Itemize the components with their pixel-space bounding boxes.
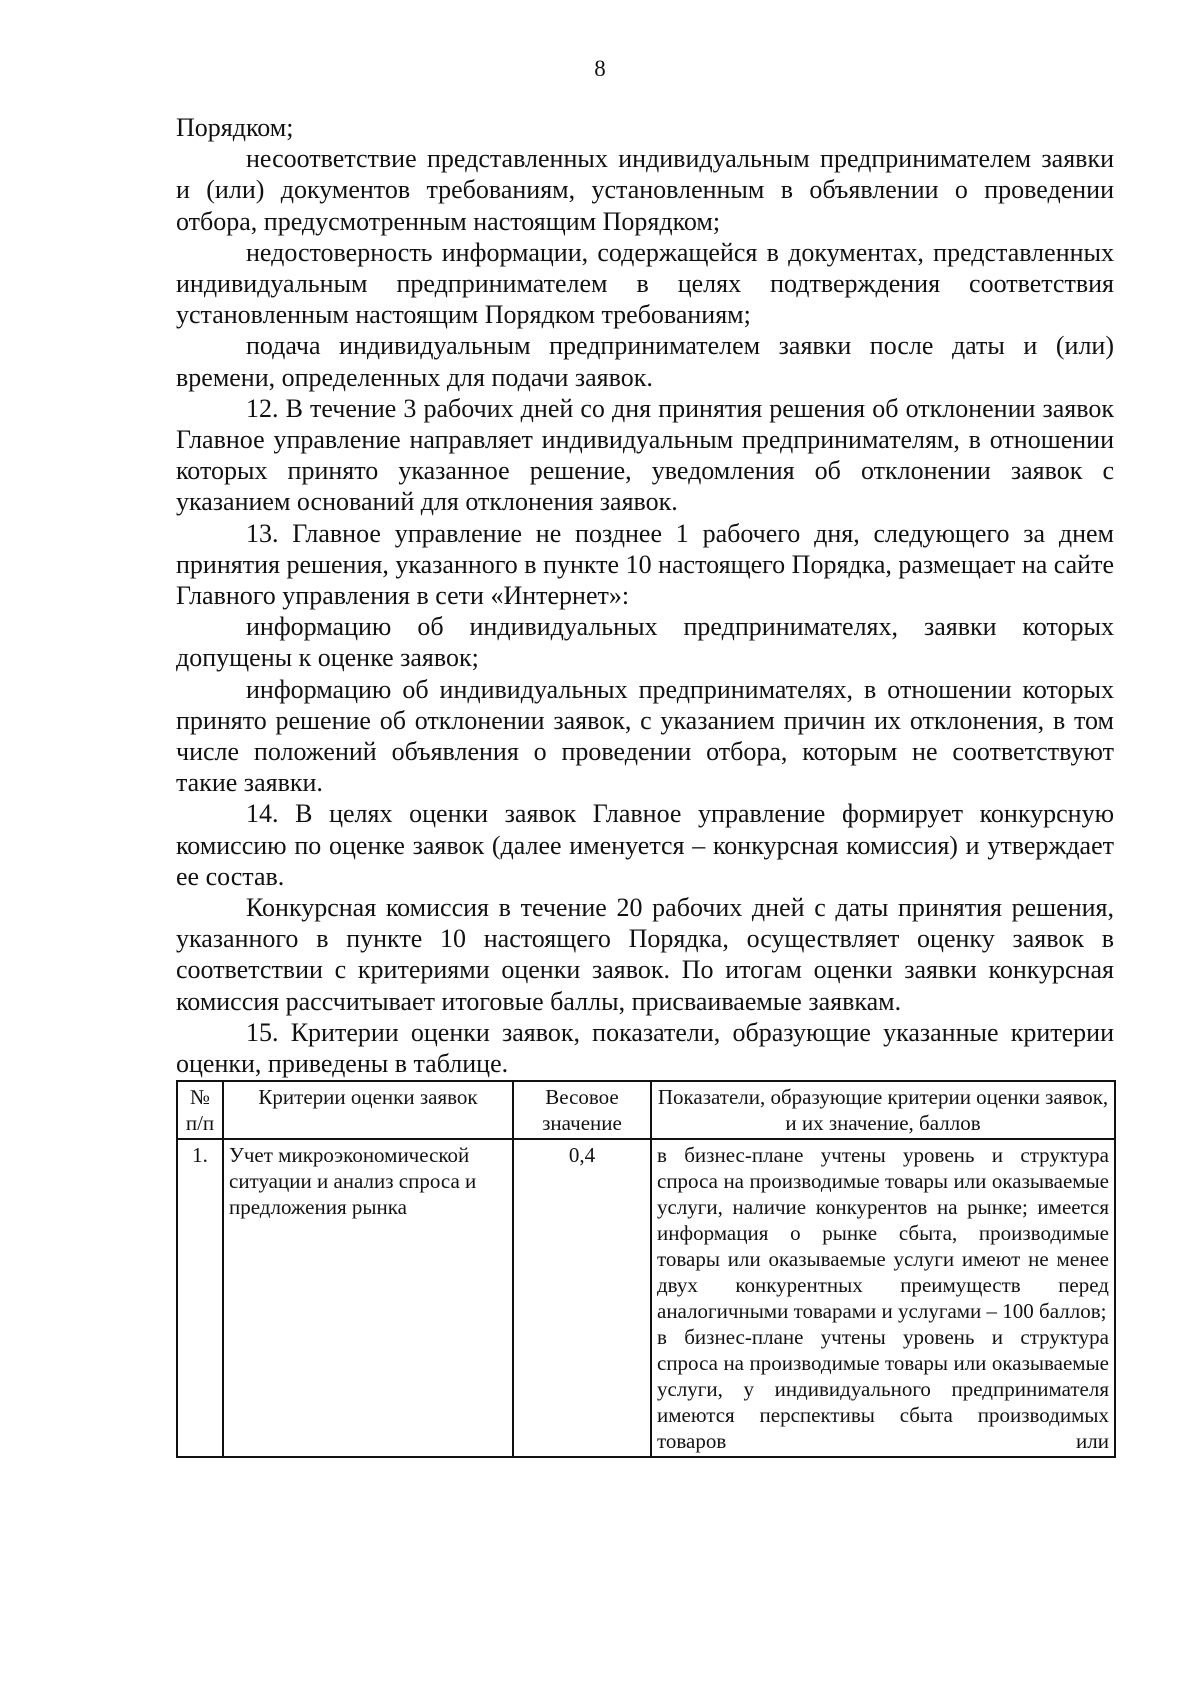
paragraph-item-12: 12. В течение 3 рабочих дней со дня принятия решения об отклонении заявок Главное управление направляет индивидуальным предпринимателям, в отношении которых принято указанное решение, уведомления об отклонении заявок с указанием оснований для отклонения заявок. [176, 393, 1114, 517]
paragraph: информацию об индивидуальных предпринимателях, заявки которых допущены к оценке заявок; [176, 612, 1114, 673]
cell-num: 1. [177, 1139, 223, 1457]
header-num: № п/п [177, 1081, 223, 1139]
page-number: 8 [594, 56, 606, 81]
cell-criterion: Учет микроэкономической ситуации и анализ спроса и предложения рынка [223, 1139, 513, 1457]
paragraph-item-14: 14. В целях оценки заявок Главное управление формирует конкурсную комиссию по оценке заявок (далее именуется – конкурсная комиссия) и утверждает ее состав. [176, 799, 1114, 891]
header-criterion: Критерии оценки заявок [223, 1081, 513, 1139]
indicator-text: в бизнес-плане учтены уровень и структура спроса на производимые товары или оказываемые услуги, наличие конкурентов на рынке; имеется информация о рынке сбыта, производимые товары или оказываемые услуги имеют не менее двух конкурентных преимуществ перед аналогичными товарами и услугами – 100 баллов; [657, 1143, 1109, 1324]
paragraph: недостоверность информации, содержащейся в документах, представленных индивидуальным предпринимателем в целях подтверждения соответствия установленным настоящим Порядком требованиям; [176, 237, 1114, 330]
paragraph: подача индивидуальным предпринимателем заявки после даты и (или) времени, определенных для подачи заявок. [176, 331, 1114, 392]
document-body [176, 112, 1114, 1458]
header-weight: Весовое значение [513, 1081, 651, 1139]
paragraph: информацию об индивидуальных предпринимателях, в отношении которых принято решение об отклонении заявок, с указанием причин их отклонения, в том числе положений объявления о проведении отбора, которым не соответствуют такие заявки. [176, 674, 1114, 798]
indicator-text: в бизнес-плане учтены уровень и структура спроса на производимые товары или оказываемые услуги, у индивидуального предпринимателя имеются перспективы сбыта производимых товаров или [657, 1325, 1109, 1454]
cell-indicators [651, 1139, 1115, 1457]
criteria-table [176, 1080, 1116, 1458]
paragraph-item-13: 13. Главное управление не позднее 1 рабочего дня, следующего за днем принятия решения, указанного в пункте 10 настоящего Порядка, размещает на сайте Главного управления в сети «Интернет»: [176, 518, 1114, 611]
table-header-row [177, 1081, 1115, 1139]
table-caption: 15. Критерии оценки заявок, показатели, образующие указанные критерии оценки, приведены в таблице. [176, 1017, 1114, 1079]
paragraph: Порядком; [176, 113, 294, 142]
cell-weight: 0,4 [513, 1139, 651, 1457]
paragraph: несоответствие представленных индивидуальным предпринимателем заявки и (или) документов требованиям, установленным в объявлении о проведении отбора, предусмотренным настоящим Порядком; [176, 144, 1114, 236]
header-indicators: Показатели, образующие критерии оценки заявок, и их значение, баллов [651, 1081, 1115, 1139]
table-row [177, 1139, 1115, 1457]
paragraph: Конкурсная комиссия в течение 20 рабочих дней с даты принятия решения, указанного в пункте 10 настоящего Порядка, осуществляет оценку заявок в соответствии с критериями оценки заявок. По итогам оценки заявки конкурсная комиссия рассчитывает итоговые баллы, присваиваемые заявкам. [176, 893, 1114, 1016]
